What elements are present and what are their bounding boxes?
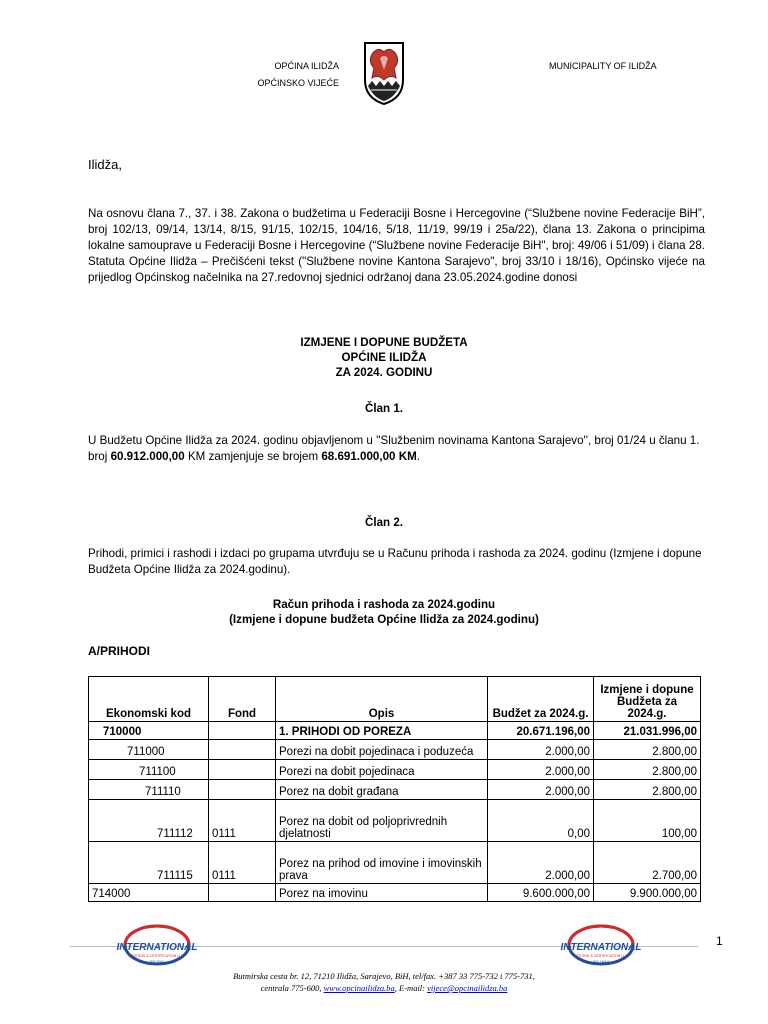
row-description: Porez na prihod od imovine i imovinskih prava bbox=[276, 842, 488, 884]
email-link[interactable]: vijece@opcinailidza.ba bbox=[427, 983, 508, 993]
amount-old: 60.912.000,00 bbox=[110, 450, 185, 463]
document-title bbox=[0, 335, 768, 380]
council-name: OPĆINSKO VIJEĆE bbox=[257, 78, 339, 88]
account-title bbox=[0, 597, 768, 627]
row-description: Porez na imovinu bbox=[276, 884, 488, 902]
row-code: 711115 bbox=[89, 842, 209, 884]
preamble-paragraph: Na osnovu člana 7., 37. i 38. Zakona o budžetima u Federaciji Bosne i Hercegovine (“Službene novine Federacije BiH”, broj 102/13, 09/14, 13/14, 8/15, 91/15, 102/15, 104/16, 5/18, 11/19, 99/19 i 25a/22), člana 13. Zakona o principima lokalne samouprave u Federaciji Bosne i Hercegovine (“Službene novine Federacije BiH", broj: 49/06 i 51/09) i člana 28. Statuta Općine Ilidža – Prečišćeni tekst ("Službene novine Kantona Sarajevo", broj 33/10 i 18/16), Općinsko vijeće na prijedlog Općinskog načelnika na 27.redovnoj sjednici održanoj dana 23.05.2024.godine donosi bbox=[88, 207, 705, 284]
footer-line-1: Butmirska cesta br. 12, 71210 Ilidža, Sarajevo, BiH, tel/fax. +387 33 775-732 i 775-731, bbox=[233, 971, 535, 981]
row-code: 714000 bbox=[89, 884, 209, 902]
footer-centrala: centrala 775-600, bbox=[260, 983, 324, 993]
row-revised: 2.800,00 bbox=[594, 760, 701, 780]
row-revised: 9.900.000,00 bbox=[594, 884, 701, 902]
logo-subtext: TESTING & CERTIFICATION LLC bbox=[574, 954, 628, 958]
row-description: Porezi na dobit pojedinaca bbox=[276, 760, 488, 780]
row-budget: 2.000,00 bbox=[488, 842, 594, 884]
header-fund: Fond bbox=[209, 677, 276, 722]
title-line-2: OPĆINE ILIDŽA bbox=[341, 351, 427, 364]
certification-logo-left-icon bbox=[112, 920, 202, 966]
header-revised: Izmjene i dopune Budžeta za 2024.g. bbox=[594, 677, 701, 722]
logo-text: INTERNATIONAL bbox=[560, 942, 642, 953]
table-row bbox=[89, 884, 701, 902]
row-revised: 2.700,00 bbox=[594, 842, 701, 884]
row-code: 710000 bbox=[89, 722, 209, 740]
municipality-crest-icon bbox=[362, 40, 406, 106]
article-2-text: Prihodi, primici i rashodi i izdaci po grupama utvrđuju se u Računu prihoda i rashoda za 2024. godinu (Izmjene i dopune Budžeta Općine Ilidža za 2024.godinu). bbox=[88, 547, 702, 576]
row-code: 711110 bbox=[89, 780, 209, 800]
title-line-3: ZA 2024. GODINU bbox=[335, 366, 433, 379]
article-1-heading: Član 1. bbox=[364, 402, 403, 415]
row-fund bbox=[209, 884, 276, 902]
certification-logo-right-icon bbox=[556, 920, 646, 966]
header-budget: Budžet za 2024.g. bbox=[488, 677, 594, 722]
table-row bbox=[89, 760, 701, 780]
account-title-line-1: Račun prihoda i rashoda za 2024.godinu bbox=[272, 598, 496, 611]
header-code: Ekonomski kod bbox=[89, 677, 209, 722]
place-label: Ilidža, bbox=[88, 157, 122, 172]
row-budget: 2.000,00 bbox=[488, 740, 594, 760]
table-row bbox=[89, 842, 701, 884]
footer-line-2 bbox=[0, 982, 768, 994]
article-2-heading: Član 2. bbox=[364, 516, 403, 529]
table-row bbox=[89, 780, 701, 800]
footer-address bbox=[0, 970, 768, 994]
row-fund: 0111 bbox=[209, 842, 276, 884]
municipality-header-right: MUNICIPALITY OF ILIDŽA bbox=[549, 61, 657, 71]
footer-email-label: , E-mail: bbox=[394, 983, 428, 993]
table-row bbox=[89, 800, 701, 842]
row-description: 1. PRIHODI OD POREZA bbox=[276, 722, 488, 740]
table-header-row bbox=[89, 677, 701, 722]
row-budget: 2.000,00 bbox=[488, 760, 594, 780]
logo-iso: ISO 9001 bbox=[149, 960, 165, 964]
row-budget: 2.000,00 bbox=[488, 780, 594, 800]
row-fund bbox=[209, 760, 276, 780]
amount-new: 68.691.000,00 KM bbox=[321, 450, 417, 463]
website-link[interactable]: www.opcinailidza.ba bbox=[323, 983, 395, 993]
article-1-text-a: U Budžetu Općine Ilidža za 2024. godinu objavljenom u ''Službenim novinama Kantona Sarajevo'', broj 01/24 u članu 1. broj bbox=[88, 434, 700, 463]
article-1-text-b: KM zamjenjuje se brojem bbox=[184, 450, 322, 463]
article-1-text-c: . bbox=[416, 450, 420, 463]
page-number: 1 bbox=[716, 934, 723, 948]
row-budget: 20.671.196,00 bbox=[488, 722, 594, 740]
municipality-header-left bbox=[253, 60, 339, 90]
row-budget: 9.600.000,00 bbox=[488, 884, 594, 902]
row-description: Porez na dobit od poljoprivrednih djelatnosti bbox=[276, 800, 488, 842]
municipality-name: OPĆINA ILIDŽA bbox=[274, 61, 339, 71]
section-label-prihodi: A/PRIHODI bbox=[88, 644, 151, 658]
logo-subtext: TESTING & CERTIFICATION LLC bbox=[130, 954, 184, 958]
row-revised: 2.800,00 bbox=[594, 740, 701, 760]
row-code: 711100 bbox=[89, 760, 209, 780]
row-budget: 0,00 bbox=[488, 800, 594, 842]
revenue-table bbox=[88, 676, 701, 902]
row-fund bbox=[209, 722, 276, 740]
header-description: Opis bbox=[276, 677, 488, 722]
account-title-line-2: (Izmjene i dopune budžeta Općine Ilidža za 2024.godinu) bbox=[229, 613, 539, 626]
table-row bbox=[89, 740, 701, 760]
row-fund bbox=[209, 780, 276, 800]
article-1-text bbox=[88, 433, 705, 465]
logo-iso: ISO 14001 bbox=[592, 960, 610, 964]
row-code: 711000 bbox=[89, 740, 209, 760]
row-revised: 2.800,00 bbox=[594, 780, 701, 800]
row-description: Porez na dobit građana bbox=[276, 780, 488, 800]
row-revised: 100,00 bbox=[594, 800, 701, 842]
title-line-1: IZMJENE I DOPUNE BUDŽETA bbox=[300, 336, 468, 349]
row-revised: 21.031.996,00 bbox=[594, 722, 701, 740]
row-fund: 0111 bbox=[209, 800, 276, 842]
table-row bbox=[89, 722, 701, 740]
logo-text: INTERNATIONAL bbox=[116, 942, 198, 953]
row-description: Porezi na dobit pojedinaca i poduzeća bbox=[276, 740, 488, 760]
row-code: 711112 bbox=[89, 800, 209, 842]
row-fund bbox=[209, 740, 276, 760]
